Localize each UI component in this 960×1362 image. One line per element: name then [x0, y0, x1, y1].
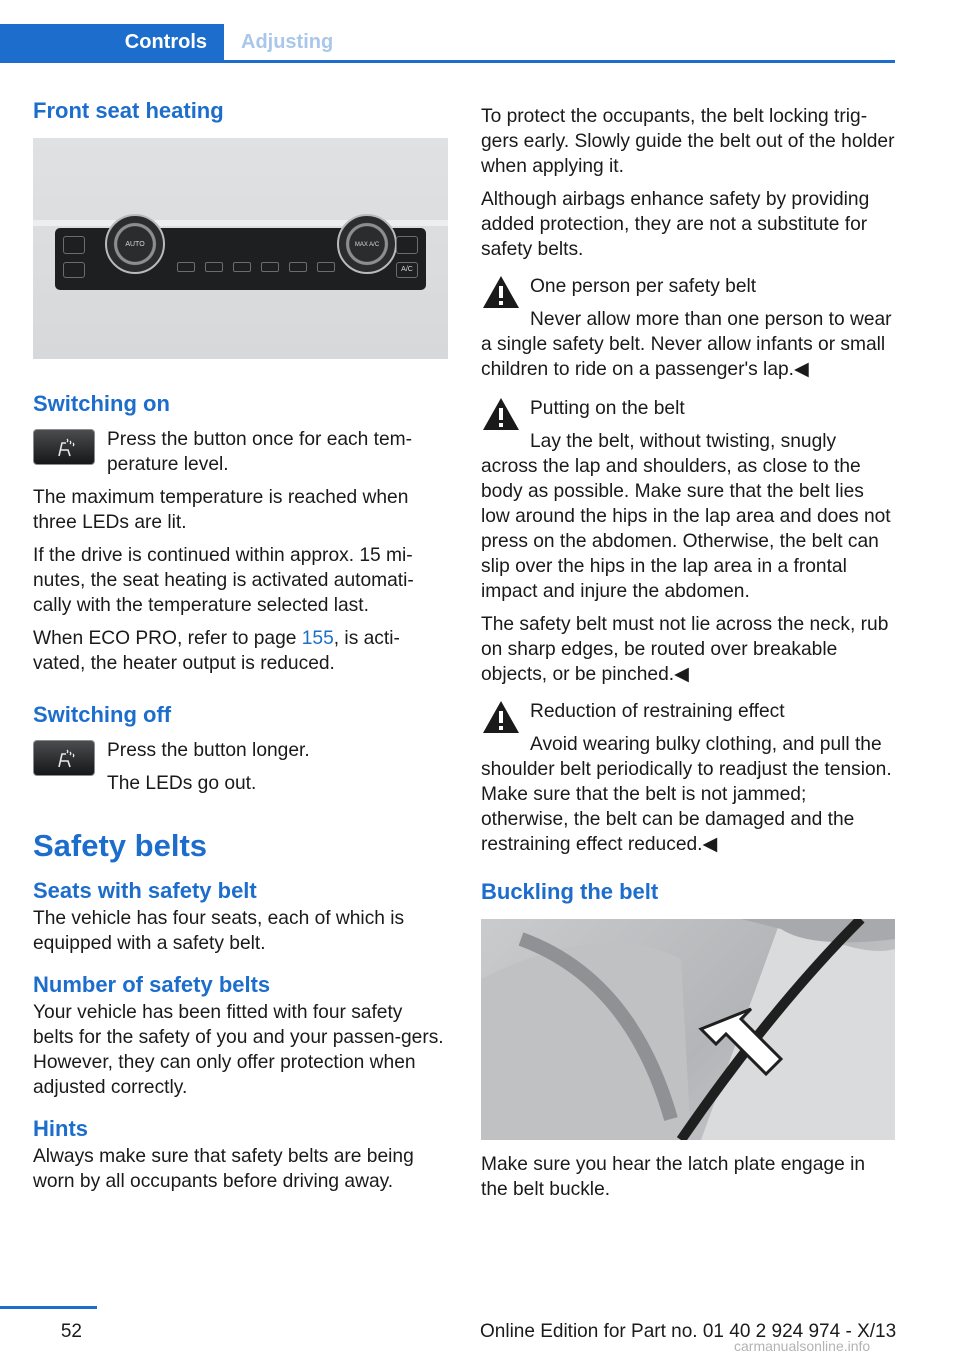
watermark-text: carmanualsonline.info [734, 1338, 871, 1354]
left-rear-defrost-button [63, 262, 85, 278]
section-title-buckling-the-belt: Buckling the belt [481, 879, 659, 904]
page-header [0, 24, 895, 62]
climate-control-panel [55, 228, 426, 290]
auto-label: AUTO [125, 241, 145, 248]
page-link-155[interactable]: 155 [301, 628, 334, 649]
panel-button [317, 262, 335, 272]
seat-belt-buckle-image [481, 919, 895, 1140]
max-ac-label: MAX A/C [354, 242, 380, 248]
intro-text-2: Although airbags enhance safety by providing added protection, they are not a substitute for safety belts. [481, 189, 870, 260]
warning-reduction-title: Reduction of restraining effect [530, 701, 785, 722]
tab-adjusting[interactable]: Adjusting [224, 24, 895, 60]
left-seat-heating-button [63, 236, 85, 254]
page-number: 52 [60, 1321, 82, 1342]
panel-button [233, 262, 251, 272]
tab-controls[interactable]: Controls [0, 24, 224, 60]
switching-on-text-1: Press the button once for each tem‐perature level. [107, 429, 413, 475]
ac-label: A/C [401, 266, 413, 273]
ac-button [396, 262, 418, 278]
warning-one-person [481, 274, 895, 382]
warning-putting-on-text-2: The safety belt must not lie across the neck, rub on sharp edges, be routed over breakable objects, or be pinched.◀ [481, 614, 889, 685]
left-temperature-knob [105, 214, 165, 274]
footer-divider [0, 1306, 97, 1309]
left-column [33, 96, 448, 1202]
right-temperature-knob [337, 214, 397, 274]
warning-one-person-title: One person per safety belt [530, 276, 757, 297]
intro-text-1: To protect the occupants, the belt locking trig‐gers early. Slowly guide the belt out of the holder when applying it. [481, 106, 895, 177]
section-title-hints: Hints [33, 1116, 88, 1141]
panel-button [205, 262, 223, 272]
section-title-switching-on: Switching on [33, 391, 170, 416]
switching-on-text-2: The maximum temperature is reached when three LEDs are lit. [33, 487, 409, 533]
warning-reduction-text: Avoid wearing bulky clothing, and pull the shoulder belt periodically to readjust the tension. Make sure that the belt is not jammed; otherwise, the belt can be damaged and the restraining effect reduced.◀ [481, 734, 892, 855]
switching-off-text-1: Press the button longer. [107, 740, 310, 761]
hints-text: Always make sure that safety belts are being worn by all occupants before driving away. [33, 1146, 414, 1192]
switching-off-text-2: The LEDs go out. [107, 773, 257, 794]
seat-heat-icon [55, 749, 75, 769]
right-seat-heating-button [396, 236, 418, 254]
number-text: Your vehicle has been fitted with four safety belts for the safety of you and your passen‐gers. However, they can only offer protection when adjusted correctly. [33, 1002, 444, 1098]
edition-text: Online Edition for Part no. 01 40 2 924 974 - X/13 [480, 1321, 897, 1342]
warning-putting-on [481, 396, 895, 687]
right-column [481, 104, 895, 1210]
climate-panel-image [33, 138, 448, 359]
seat-heating-button-icon [33, 429, 95, 465]
header-divider [0, 60, 895, 63]
section-title-number-of-safety-belts: Number of safety belts [33, 972, 271, 997]
seats-text: The vehicle has four seats, each of which is equipped with a safety belt. [33, 908, 405, 954]
seat-illustration [481, 919, 895, 1140]
warning-triangle-icon [481, 699, 521, 735]
chapter-title-safety-belts: Safety belts [33, 828, 208, 863]
warning-putting-on-title: Putting on the belt [530, 398, 685, 419]
section-title-seats-with-safety-belt: Seats with safety belt [33, 878, 257, 903]
panel-button [261, 262, 279, 272]
switching-on-text-4: When ECO PRO, refer to page 155, is acti‐vated, the heater output is reduced. [33, 628, 400, 674]
panel-button [289, 262, 307, 272]
warning-reduction [481, 699, 895, 857]
panel-button [177, 262, 195, 272]
warning-putting-on-text: Lay the belt, without twisting, snugly across the lap and shoulders, as close to the body as possible. Make sure that the belt lies low around the hips in the lap area and does not press on the abdomen. Otherwise, the belt can slip over the hips in the lap area in a frontal impact and injure the abdomen. [481, 431, 891, 602]
section-title-switching-off: Switching off [33, 702, 172, 727]
warning-triangle-icon [481, 396, 521, 432]
switching-on-text-3: If the drive is continued within approx. 15 mi‐nutes, the seat heating is activated automati‐cally with the temperature selected last. [33, 545, 414, 616]
section-title-front-seat-heating: Front seat heating [33, 98, 224, 123]
buckling-text: Make sure you hear the latch plate engage in the belt buckle. [481, 1154, 866, 1200]
warning-one-person-text: Never allow more than one person to wear a single safety belt. Never allow infants or small children to ride on a passenger's lap.◀ [481, 309, 892, 380]
seat-heat-icon [55, 438, 75, 458]
seat-heating-button-icon [33, 740, 95, 776]
warning-triangle-icon [481, 274, 521, 310]
